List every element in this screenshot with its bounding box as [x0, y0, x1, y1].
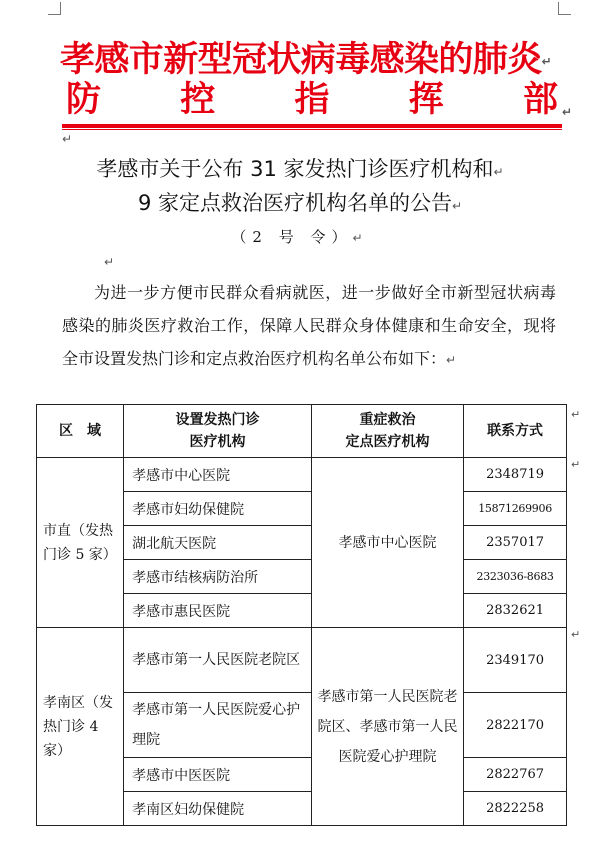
- row-end-mark-icon: ↵: [571, 458, 581, 471]
- paragraph-mark-icon: ↵: [493, 165, 504, 179]
- phone-cell: 2822767: [464, 758, 567, 792]
- header-char: 控: [180, 79, 216, 120]
- notice-title-line-1: [40, 153, 560, 188]
- header-district: 区 域: [37, 405, 124, 458]
- header-fever-clinic: 设置发热门诊 医疗机构: [124, 405, 312, 458]
- paragraph-mark-icon: ↵: [62, 132, 73, 146]
- paragraph-mark-icon: ↵: [541, 54, 552, 69]
- phone-cell: 2357017: [464, 526, 567, 560]
- order-number: [200, 226, 400, 247]
- hospital-cell: 孝南区妇幼保健院: [124, 792, 312, 826]
- phone-cell: 15871269906: [464, 492, 567, 526]
- hospital-cell: 湖北航天医院: [124, 526, 312, 560]
- district-cell: 孝南区（发热门诊 4 家）: [37, 628, 124, 826]
- paragraph-mark-icon: ↵: [352, 231, 369, 245]
- phone-cell: 2323036-8683: [464, 560, 567, 594]
- header-contact: 联系方式: [464, 405, 567, 458]
- phone-cell: 2349170: [464, 628, 567, 693]
- hospital-cell: 孝感市中心医院: [124, 458, 312, 492]
- phone-cell: 2822170: [464, 693, 567, 758]
- district-cell: 市直（发热门诊 5 家）: [37, 458, 124, 628]
- hospital-cell: 孝感市第一人民医院老院区: [124, 628, 312, 693]
- designated-cell: 孝感市第一人民医院老院区、孝感市第一人民医院爱心护理院: [311, 628, 463, 826]
- phone-cell: 2822258: [464, 792, 567, 826]
- paragraph-mark-icon: ↵: [451, 199, 463, 213]
- header-line-1: [60, 40, 570, 82]
- header-line-2: [66, 79, 572, 120]
- notice-title-line-2: [40, 187, 560, 222]
- crop-mark-top-left: [48, 2, 61, 15]
- header-char: 防: [66, 79, 102, 120]
- table-header-row: [37, 405, 567, 458]
- paragraph-mark-icon: ↵: [561, 105, 572, 119]
- header-char: 部: [522, 79, 558, 120]
- paragraph-mark-icon: ↵: [104, 255, 115, 269]
- hospital-cell: 孝感市惠民医院: [124, 594, 312, 628]
- header-designated: 重症救治 定点医疗机构: [311, 405, 463, 458]
- notice-body-paragraph: [62, 276, 556, 377]
- table-row: [37, 628, 567, 693]
- hospital-cell: 孝感市妇幼保健院: [124, 492, 312, 526]
- hospital-cell: 孝感市结核病防治所: [124, 560, 312, 594]
- phone-cell: 2348719: [464, 458, 567, 492]
- header-red-rule-thin: [62, 129, 562, 130]
- hospital-cell: 孝感市第一人民医院爱心护理院: [124, 693, 312, 758]
- header-title-text: 孝感市新型冠状病毒感染的肺炎: [60, 39, 542, 80]
- paragraph-mark-icon: ↵: [446, 353, 457, 367]
- institution-table: [36, 404, 567, 826]
- notice-title-text-1: 孝感市关于公布 31 家发热门诊医疗机构和: [96, 157, 494, 181]
- notice-title-text-2: 9 家定点救治医疗机构名单的公告: [137, 191, 452, 215]
- row-end-mark-icon: ↵: [571, 408, 581, 421]
- designated-cell: 孝感市中心医院: [311, 458, 463, 628]
- notice-body-text: 为进一步方便市民群众看病就医，进一步做好全市新型冠状病毒感染的肺炎医疗救治工作，保障人民群众身体健康和生命安全，现将全市设置发热门诊和定点救治医疗机构名单公布如下：: [62, 283, 556, 368]
- header-char: 指: [294, 79, 330, 120]
- hospital-cell: 孝感市中医医院: [124, 758, 312, 792]
- crop-mark-top-right: [558, 2, 571, 15]
- header-red-rule: [62, 124, 562, 128]
- table-row: [37, 458, 567, 492]
- row-end-mark-icon: ↵: [571, 628, 581, 641]
- header-char: 挥: [408, 79, 444, 120]
- order-number-text: （2 号 令）: [231, 228, 353, 246]
- phone-cell: 2832621: [464, 594, 567, 628]
